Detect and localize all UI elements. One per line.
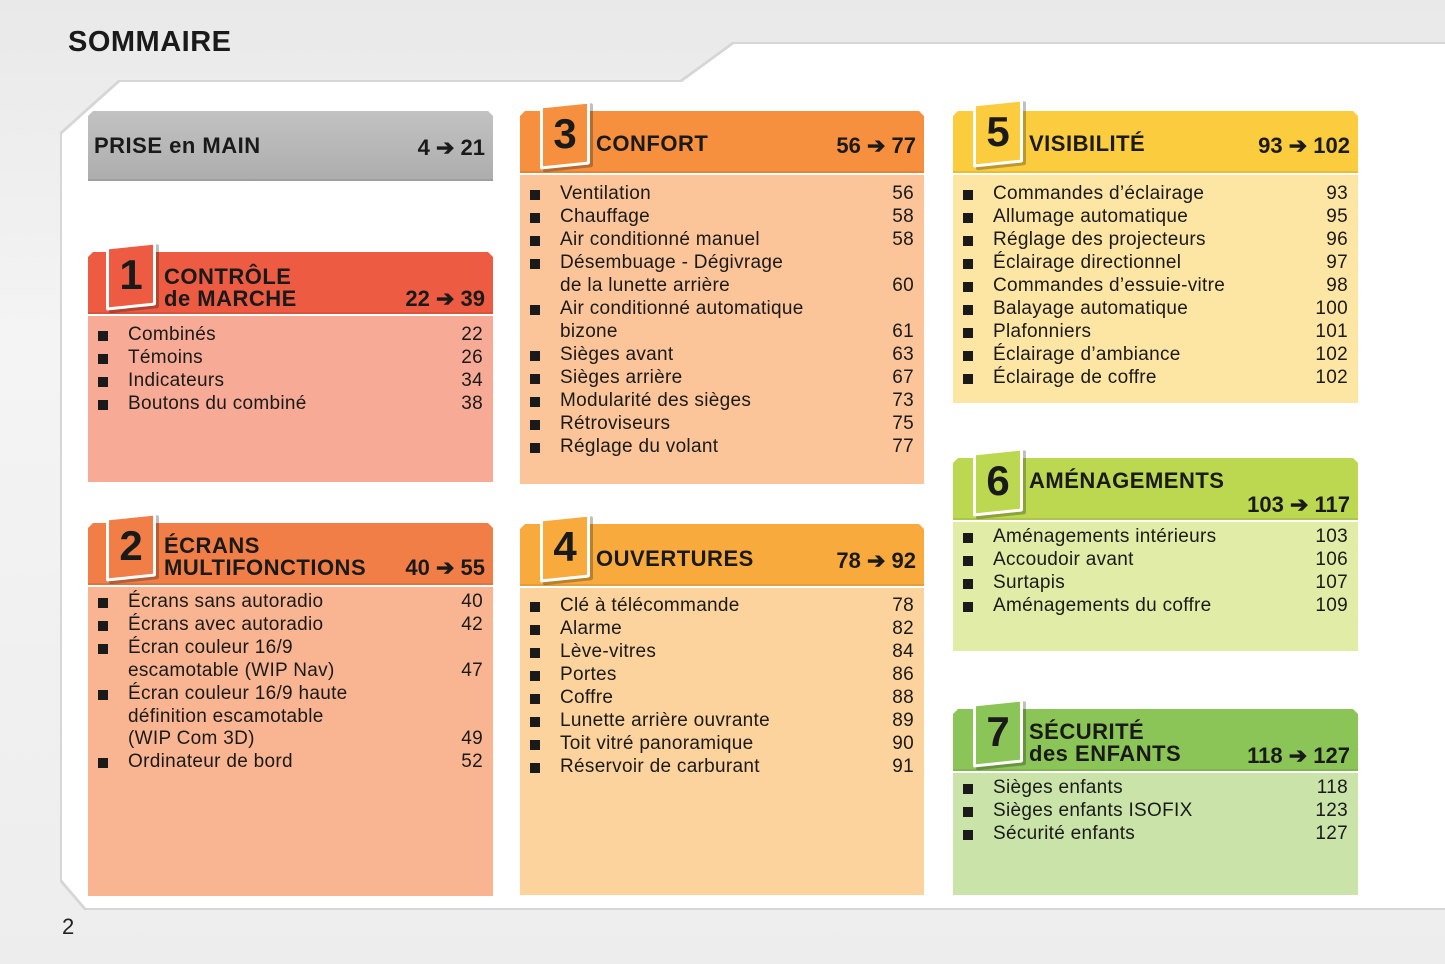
toc-entry-page: 103 bbox=[1315, 526, 1348, 547]
toc-entry-page: 88 bbox=[892, 687, 914, 709]
toc-entry-page: 118 bbox=[1316, 777, 1348, 798]
toc-entry-page: 49 bbox=[461, 728, 483, 750]
bullet-icon bbox=[98, 690, 108, 700]
section-s7 bbox=[953, 709, 1358, 895]
bullet-icon bbox=[98, 598, 108, 608]
toc-entry[interactable] bbox=[953, 321, 1358, 344]
toc-entry[interactable] bbox=[88, 324, 493, 347]
toc-entry-label: Clé à télécommande bbox=[560, 595, 740, 616]
section-page-range: 4 ➔ 21 bbox=[417, 135, 485, 160]
toc-entry-page: 63 bbox=[892, 343, 914, 365]
toc-entry-label: Ventilation bbox=[560, 183, 651, 204]
toc-entry[interactable] bbox=[88, 614, 493, 637]
bullet-icon bbox=[963, 533, 973, 543]
toc-entry-page: 123 bbox=[1315, 800, 1348, 822]
toc-entry[interactable] bbox=[953, 526, 1358, 549]
bullet-icon bbox=[530, 213, 540, 223]
bullet-icon bbox=[963, 807, 973, 817]
toc-entry-label: Lunette arrière ouvrante bbox=[560, 710, 770, 732]
section-page-range: 103 ➔ 117 bbox=[1247, 492, 1350, 517]
toc-entry-label: Chauffage bbox=[560, 206, 651, 228]
toc-entry-page: 60 bbox=[892, 274, 914, 296]
toc-entry-label: Sécurité enfants bbox=[993, 823, 1136, 845]
bullet-icon bbox=[530, 351, 540, 361]
toc-entry-page: 107 bbox=[1315, 572, 1348, 594]
toc-entry[interactable] bbox=[88, 347, 493, 370]
section-page-range: 93 ➔ 102 bbox=[1258, 133, 1350, 158]
toc-entry-label: Ordinateur de bord bbox=[128, 751, 293, 773]
toc-entry-page: 91 bbox=[892, 756, 914, 778]
toc-entry-label: Rétroviseurs bbox=[560, 412, 671, 434]
toc-entry[interactable] bbox=[520, 206, 924, 229]
toc-entry[interactable] bbox=[953, 183, 1358, 206]
toc-entry-label: Modularité des sièges bbox=[560, 389, 752, 411]
bullet-icon bbox=[963, 213, 973, 223]
section-body bbox=[953, 175, 1358, 403]
bullet-icon bbox=[530, 190, 540, 200]
toc-entry-label: Aménagements intérieurs bbox=[993, 526, 1217, 547]
toc-entry-page: 58 bbox=[892, 229, 914, 251]
section-body bbox=[520, 588, 924, 895]
bullet-icon bbox=[963, 830, 973, 840]
bullet-icon bbox=[530, 259, 540, 269]
toc-entry-page: 47 bbox=[461, 659, 483, 681]
bullet-icon bbox=[530, 671, 540, 681]
section-body bbox=[88, 587, 493, 896]
toc-entry-label: Sièges arrière bbox=[560, 366, 683, 388]
section-body bbox=[88, 316, 493, 482]
section-number: 5 bbox=[986, 108, 1010, 155]
toc-entry-label: Sièges avant bbox=[560, 343, 674, 365]
section-number: 2 bbox=[119, 522, 143, 569]
toc-entry[interactable] bbox=[953, 298, 1358, 321]
toc-entry[interactable] bbox=[520, 344, 924, 367]
toc-entry-label: Lève-vitres bbox=[560, 641, 657, 663]
bullet-icon bbox=[963, 236, 973, 246]
toc-entry-page: 75 bbox=[892, 412, 914, 434]
toc-entry[interactable] bbox=[520, 390, 924, 413]
bullet-icon bbox=[98, 758, 108, 768]
toc-entry[interactable] bbox=[953, 823, 1358, 846]
toc-entry[interactable] bbox=[520, 664, 924, 687]
bullet-icon bbox=[530, 694, 540, 704]
toc-entry-page: 100 bbox=[1315, 298, 1348, 320]
toc-entry-label: Éclairage d’ambiance bbox=[993, 344, 1181, 366]
section-s4 bbox=[520, 524, 924, 895]
toc-entry[interactable] bbox=[953, 572, 1358, 595]
toc-entry-page: 52 bbox=[461, 751, 483, 773]
toc-entry-label: Écrans avec autoradio bbox=[128, 614, 324, 636]
toc-entry-label: Écran couleur 16/9 haute définition escamotable (WIP Com 3D) bbox=[128, 682, 348, 750]
toc-entry-page: 84 bbox=[892, 641, 914, 663]
section-s5 bbox=[953, 108, 1358, 403]
toc-entry-page: 98 bbox=[1326, 275, 1348, 297]
toc-entry-page: 101 bbox=[1315, 321, 1348, 343]
toc-entry[interactable] bbox=[520, 436, 924, 459]
toc-entry-page: 95 bbox=[1326, 206, 1348, 228]
toc-entry[interactable] bbox=[88, 370, 493, 393]
section-title: SÉCURITÉ des ENFANTS bbox=[1029, 719, 1182, 766]
toc-entry-page: 56 bbox=[892, 183, 914, 204]
section-s6 bbox=[953, 458, 1358, 651]
section-page-range: 56 ➔ 77 bbox=[836, 133, 916, 158]
bullet-icon bbox=[530, 648, 540, 658]
section-title: PRISE en MAIN bbox=[94, 133, 261, 158]
toc-entry-page: 82 bbox=[892, 618, 914, 640]
toc-entry-label: Alarme bbox=[560, 618, 622, 640]
toc-entry-label: Commandes d’essuie-vitre bbox=[993, 275, 1226, 297]
toc-entry[interactable] bbox=[520, 183, 924, 206]
bullet-icon bbox=[530, 397, 540, 407]
section-title: CONTRÔLE de MARCHE bbox=[164, 264, 297, 311]
toc-entry-page: 67 bbox=[892, 366, 914, 388]
section-page-range: 22 ➔ 39 bbox=[405, 286, 485, 311]
toc-entry-page: 78 bbox=[892, 595, 914, 616]
toc-entry-label: Air conditionné automatique bizone bbox=[560, 297, 804, 342]
toc-entry[interactable] bbox=[520, 641, 924, 664]
toc-entry[interactable] bbox=[953, 549, 1358, 572]
bullet-icon bbox=[963, 556, 973, 566]
toc-entry[interactable] bbox=[953, 800, 1358, 823]
page-title: SOMMAIRE bbox=[68, 26, 232, 58]
toc-entry-page: 109 bbox=[1315, 595, 1348, 617]
toc-entry[interactable] bbox=[520, 229, 924, 252]
bullet-icon bbox=[530, 625, 540, 635]
toc-entry-label: Boutons du combiné bbox=[128, 393, 307, 415]
section-page-range: 40 ➔ 55 bbox=[405, 555, 485, 580]
bullet-icon bbox=[963, 282, 973, 292]
toc-entry-page: 102 bbox=[1315, 367, 1348, 389]
toc-entry-label: Désembuage - Dégivrage de la lunette arrière bbox=[560, 252, 784, 296]
toc-entry-label: Accoudoir avant bbox=[993, 549, 1134, 571]
toc-entry-label: Réglage du volant bbox=[560, 435, 719, 457]
toc-entry-page: 93 bbox=[1326, 183, 1348, 204]
bullet-icon bbox=[98, 644, 108, 654]
toc-entry-label: Écrans sans autoradio bbox=[128, 591, 324, 612]
toc-entry-page: 26 bbox=[461, 347, 483, 369]
toc-entry[interactable] bbox=[520, 367, 924, 390]
toc-entry-page: 106 bbox=[1315, 549, 1348, 571]
toc-entry-page: 102 bbox=[1315, 344, 1348, 366]
toc-entry[interactable] bbox=[520, 687, 924, 710]
section-number: 7 bbox=[986, 708, 1010, 755]
bullet-icon bbox=[963, 784, 973, 794]
section-s1 bbox=[88, 252, 493, 482]
toc-entry-label: Portes bbox=[560, 664, 617, 686]
toc-entry-page: 96 bbox=[1326, 229, 1348, 251]
bullet-icon bbox=[530, 420, 540, 430]
toc-entry-page: 73 bbox=[892, 389, 914, 411]
section-s2 bbox=[88, 523, 493, 896]
section-number: 3 bbox=[553, 110, 577, 157]
toc-entry[interactable] bbox=[88, 393, 493, 416]
toc-entry-label: Balayage automatique bbox=[993, 298, 1189, 320]
section-title: AMÉNAGEMENTS bbox=[1029, 468, 1225, 493]
toc-entry-label: Sièges enfants bbox=[993, 777, 1123, 798]
toc-entry[interactable] bbox=[953, 206, 1358, 229]
toc-entry[interactable] bbox=[953, 595, 1358, 618]
section-title: VISIBILITÉ bbox=[1029, 131, 1146, 156]
bullet-icon bbox=[963, 328, 973, 338]
bullet-icon bbox=[530, 236, 540, 246]
section-number: 4 bbox=[553, 523, 577, 570]
bullet-icon bbox=[530, 717, 540, 727]
section-number: 1 bbox=[119, 251, 143, 298]
toc-entry-label: Éclairage directionnel bbox=[993, 252, 1182, 274]
toc-entry-label: Air conditionné manuel bbox=[560, 229, 760, 251]
section-s3 bbox=[520, 111, 924, 484]
section-body bbox=[953, 773, 1358, 895]
toc-entry-page: 40 bbox=[461, 591, 483, 612]
toc-entry-label: Combinés bbox=[128, 324, 216, 345]
toc-entry[interactable] bbox=[953, 252, 1358, 275]
bullet-icon bbox=[963, 305, 973, 315]
toc-entry-page: 127 bbox=[1315, 823, 1348, 845]
toc-entry[interactable] bbox=[520, 298, 924, 343]
toc-entry-page: 34 bbox=[461, 370, 483, 392]
toc-entry-page: 61 bbox=[892, 320, 914, 342]
toc-entry-page: 22 bbox=[461, 324, 483, 345]
toc-entry-page: 38 bbox=[461, 393, 483, 415]
bullet-icon bbox=[963, 579, 973, 589]
section-title: ÉCRANS MULTIFONCTIONS bbox=[164, 533, 367, 580]
toc-entry-label: Indicateurs bbox=[128, 370, 225, 392]
bullet-icon bbox=[98, 354, 108, 364]
toc-entry[interactable] bbox=[953, 344, 1358, 367]
bullet-icon bbox=[963, 259, 973, 269]
bullet-icon bbox=[530, 602, 540, 612]
bullet-icon bbox=[98, 400, 108, 410]
bullet-icon bbox=[530, 740, 540, 750]
toc-entry-label: Surtapis bbox=[993, 572, 1066, 594]
toc-entry[interactable] bbox=[88, 591, 493, 614]
toc-entry[interactable] bbox=[520, 618, 924, 641]
bullet-icon bbox=[98, 331, 108, 341]
toc-entry[interactable] bbox=[520, 710, 924, 733]
toc-entry[interactable] bbox=[953, 229, 1358, 252]
toc-entry-label: Toit vitré panoramique bbox=[560, 733, 754, 755]
page-number: 2 bbox=[62, 914, 75, 939]
section-number: 6 bbox=[986, 457, 1010, 504]
bullet-icon bbox=[530, 763, 540, 773]
toc-entry-page: 90 bbox=[892, 733, 914, 755]
toc-entry[interactable] bbox=[953, 367, 1358, 390]
bullet-icon bbox=[98, 377, 108, 387]
section-page-range: 78 ➔ 92 bbox=[836, 548, 916, 573]
toc-entry[interactable] bbox=[520, 413, 924, 436]
toc-entry-label: Écran couleur 16/9 escamotable (WIP Nav) bbox=[128, 637, 335, 681]
toc-entry-label: Éclairage de coffre bbox=[993, 367, 1157, 389]
toc-entry-label: Réglage des projecteurs bbox=[993, 229, 1206, 251]
bullet-icon bbox=[963, 190, 973, 200]
bullet-icon bbox=[530, 443, 540, 453]
section-title: OUVERTURES bbox=[596, 546, 754, 571]
toc-entry-label: Commandes d’éclairage bbox=[993, 183, 1205, 204]
toc-entry[interactable] bbox=[88, 683, 493, 751]
section-page-range: 118 ➔ 127 bbox=[1247, 743, 1350, 768]
toc-entry[interactable] bbox=[520, 756, 924, 779]
toc-entry-page: 86 bbox=[892, 664, 914, 686]
toc-entry-page: 58 bbox=[892, 206, 914, 228]
bullet-icon bbox=[530, 374, 540, 384]
bullet-icon bbox=[963, 374, 973, 384]
section-title: CONFORT bbox=[596, 131, 709, 156]
toc-entry[interactable] bbox=[520, 595, 924, 618]
toc-entry-page: 77 bbox=[892, 435, 914, 457]
section-body bbox=[953, 522, 1358, 651]
toc-entry[interactable] bbox=[953, 777, 1358, 800]
section-body bbox=[520, 175, 924, 484]
toc-entry[interactable] bbox=[520, 733, 924, 756]
toc-entry[interactable] bbox=[953, 275, 1358, 298]
bullet-icon bbox=[963, 351, 973, 361]
bullet-icon bbox=[963, 602, 973, 612]
toc-entry[interactable] bbox=[88, 751, 493, 774]
bullet-icon bbox=[98, 621, 108, 631]
toc-entry-label: Réservoir de carburant bbox=[560, 756, 760, 778]
toc-entry-label: Sièges enfants ISOFIX bbox=[993, 800, 1193, 822]
toc-entry[interactable] bbox=[88, 637, 493, 682]
toc-entry[interactable] bbox=[520, 252, 924, 297]
toc-entry-page: 97 bbox=[1326, 252, 1348, 274]
toc-entry-label: Aménagements du coffre bbox=[993, 595, 1212, 617]
toc-entry-page: 89 bbox=[892, 710, 914, 732]
toc-entry-page: 42 bbox=[461, 614, 483, 636]
section-prise bbox=[88, 111, 493, 181]
toc-entry-label: Témoins bbox=[128, 347, 203, 369]
toc-entry-label: Coffre bbox=[560, 687, 614, 709]
bullet-icon bbox=[530, 305, 540, 315]
toc-entry-label: Allumage automatique bbox=[993, 206, 1189, 228]
toc-entry-label: Plafonniers bbox=[993, 321, 1092, 343]
